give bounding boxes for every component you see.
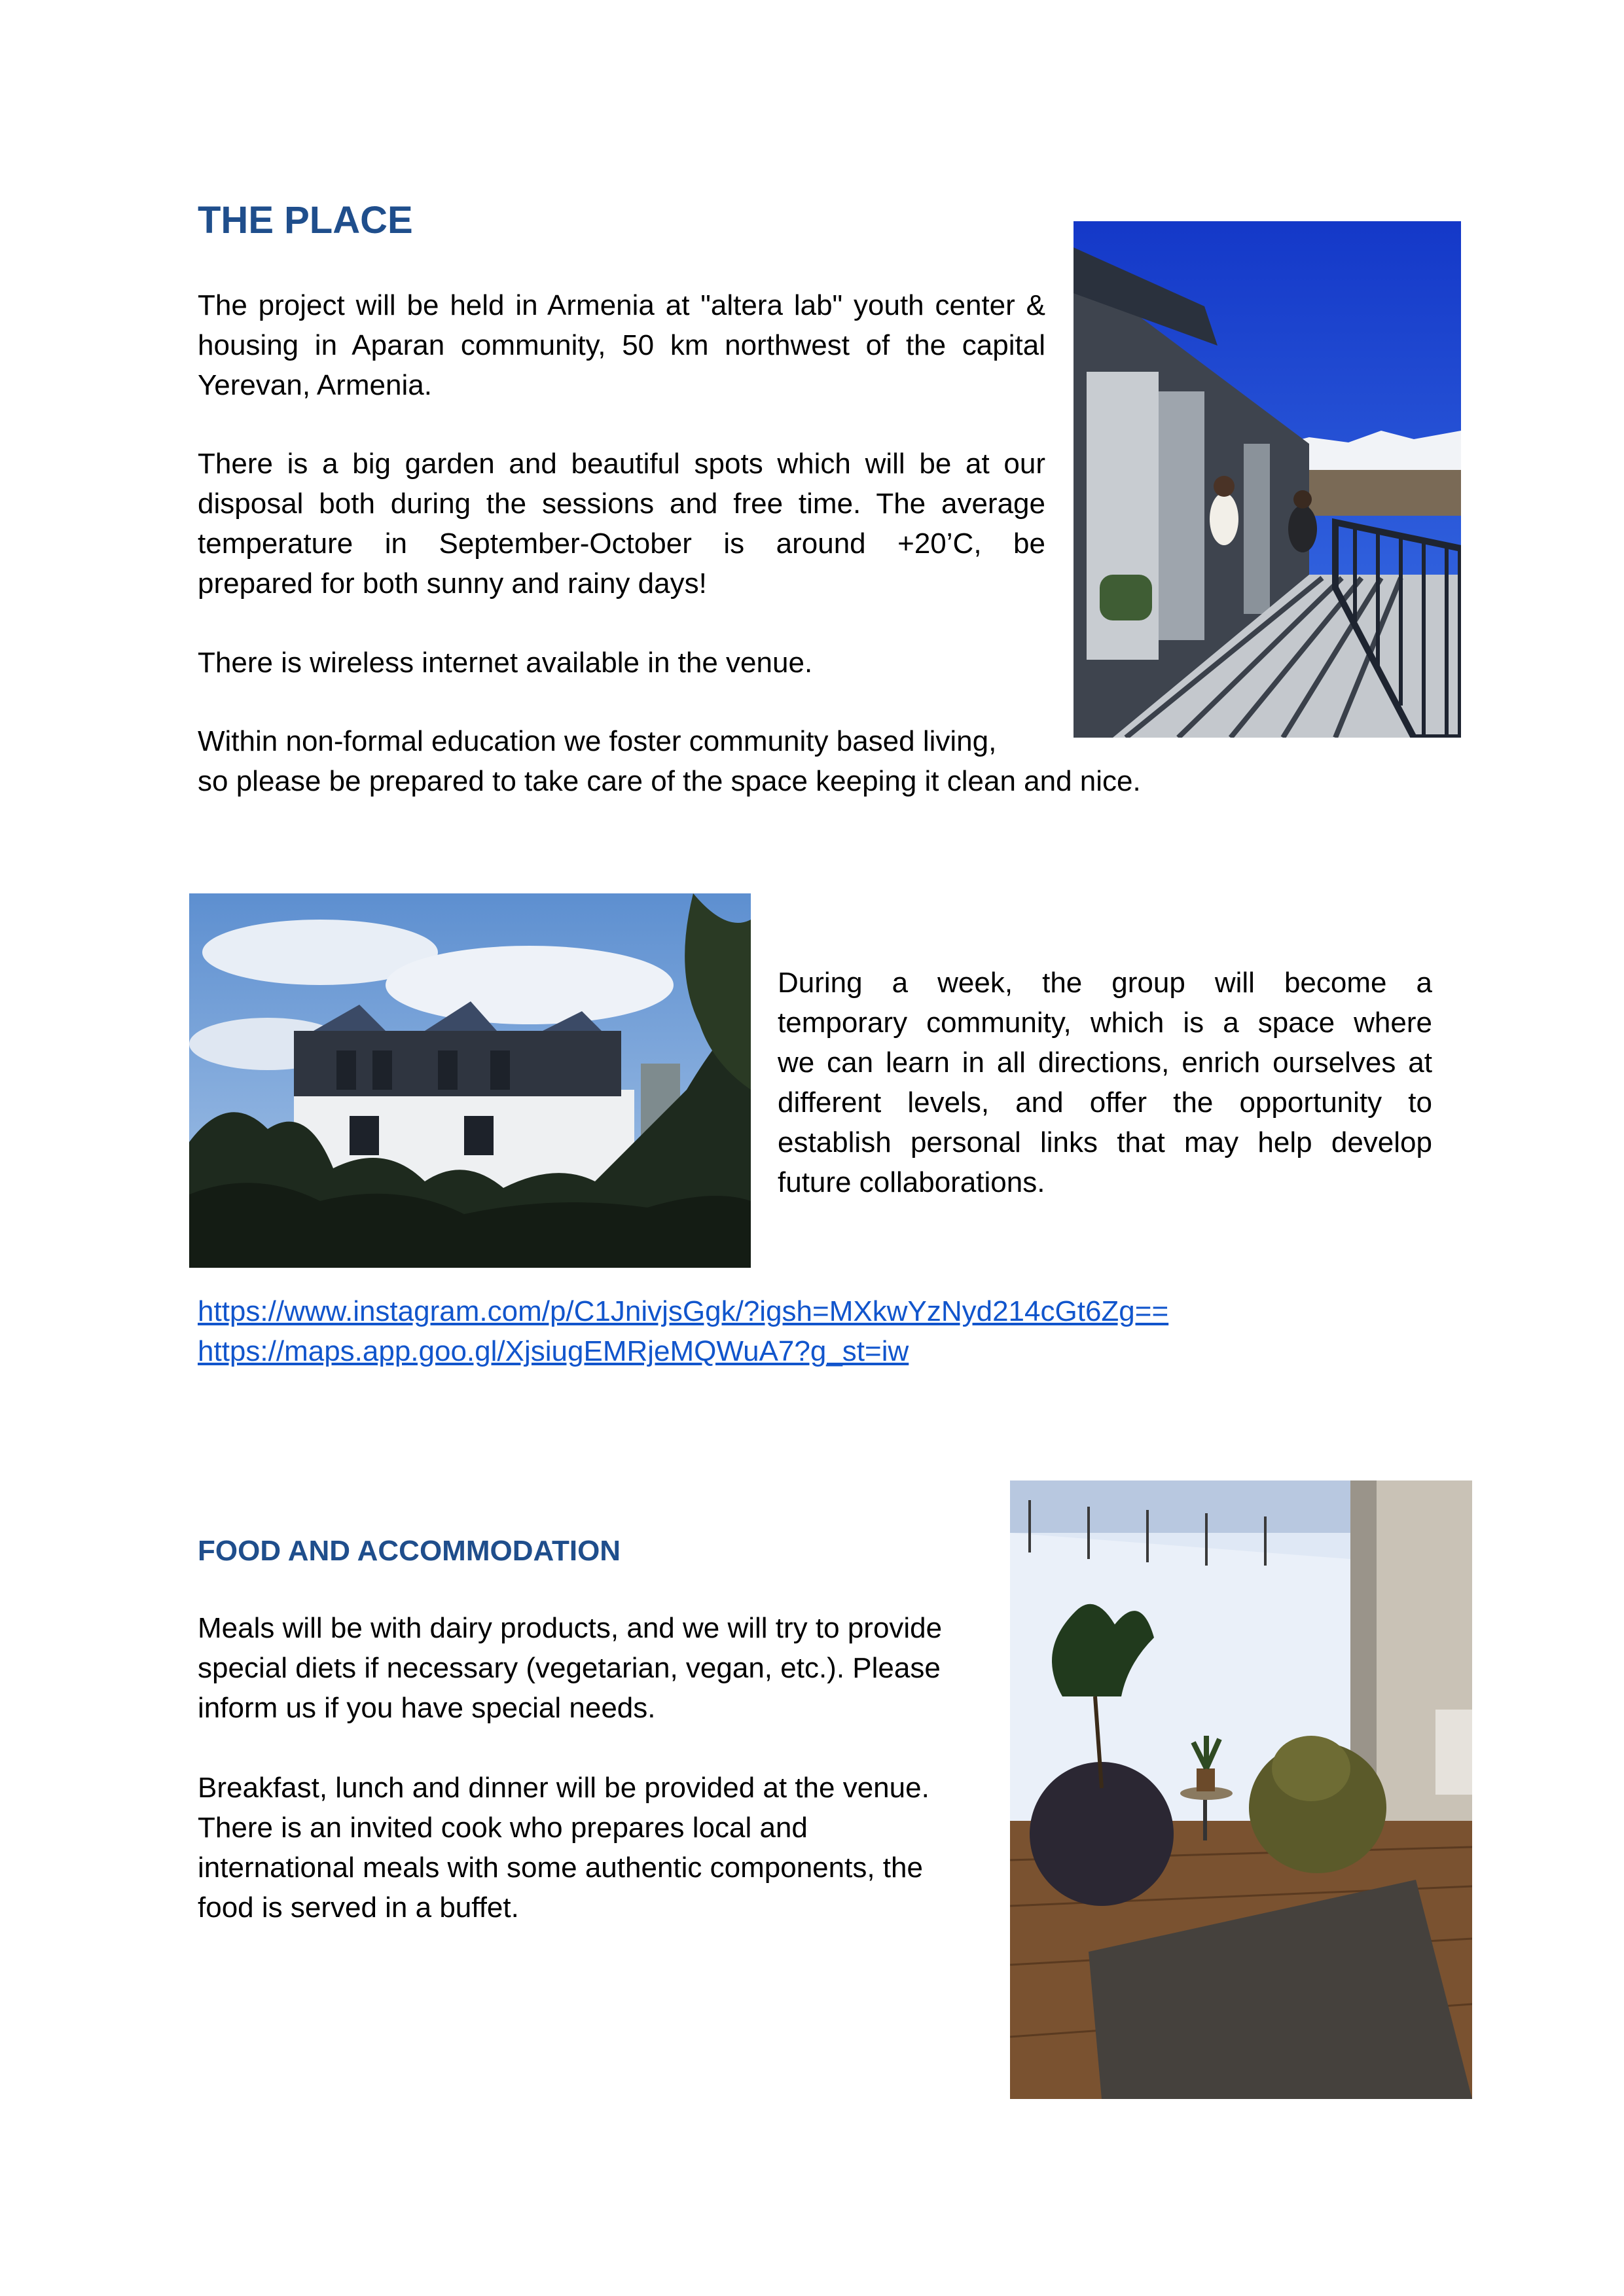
section-heading-place: THE PLACE (198, 199, 413, 242)
maps-link[interactable]: https://maps.app.goo.gl/XjsiugEMRjeMQWuA7?g_st=iw (198, 1335, 909, 1367)
section-heading-food: FOOD AND ACCOMMODATION (198, 1535, 621, 1567)
food-served-paragraph: Breakfast, lunch and dinner will be provided at the venue. There is an invited cook who prepares local and international meals with some authentic components, the food is served in a buffet. (198, 1772, 929, 1924)
lounge-photo (1010, 1480, 1472, 2099)
food-meals-paragraph: Meals will be with dairy products, and we will try to provide special diets if necessary (vegetarian, vegan, etc.). Please inform us if you have special needs. (198, 1612, 943, 1724)
place-community-paragraph: Within non-formal education we foster community based living, so please be prepared to take care of the space keeping it clean and nice. (198, 725, 1141, 797)
balcony-photo (1074, 221, 1461, 738)
place-internet-paragraph: There is wireless internet available in the venue. (198, 647, 813, 679)
links-block (198, 1291, 1168, 1371)
place-garden-paragraph: There is a big garden and beautiful spots which will be at our disposal both during the sessions and free time. The average temperature in September-October is around +20’C, be prepared for both sunny and rainy days! (198, 448, 1045, 600)
place-intro-paragraph: The project will be held in Armenia at "altera lab" youth center & housing in Aparan community, 50 km northwest of the capital Yerevan, Armenia. (198, 289, 1045, 401)
instagram-link[interactable]: https://www.instagram.com/p/C1JnivjsGgk/?igsh=MXkwYzNyd214cGt6Zg== (198, 1295, 1169, 1327)
week-paragraph: During a week, the group will become a temporary community, which is a space where we can learn in all directions, enrich ourselves at different levels, and offer the opportunity to establish personal links that may help develop future collaborations. (778, 967, 1432, 1198)
building-photo (189, 893, 751, 1268)
